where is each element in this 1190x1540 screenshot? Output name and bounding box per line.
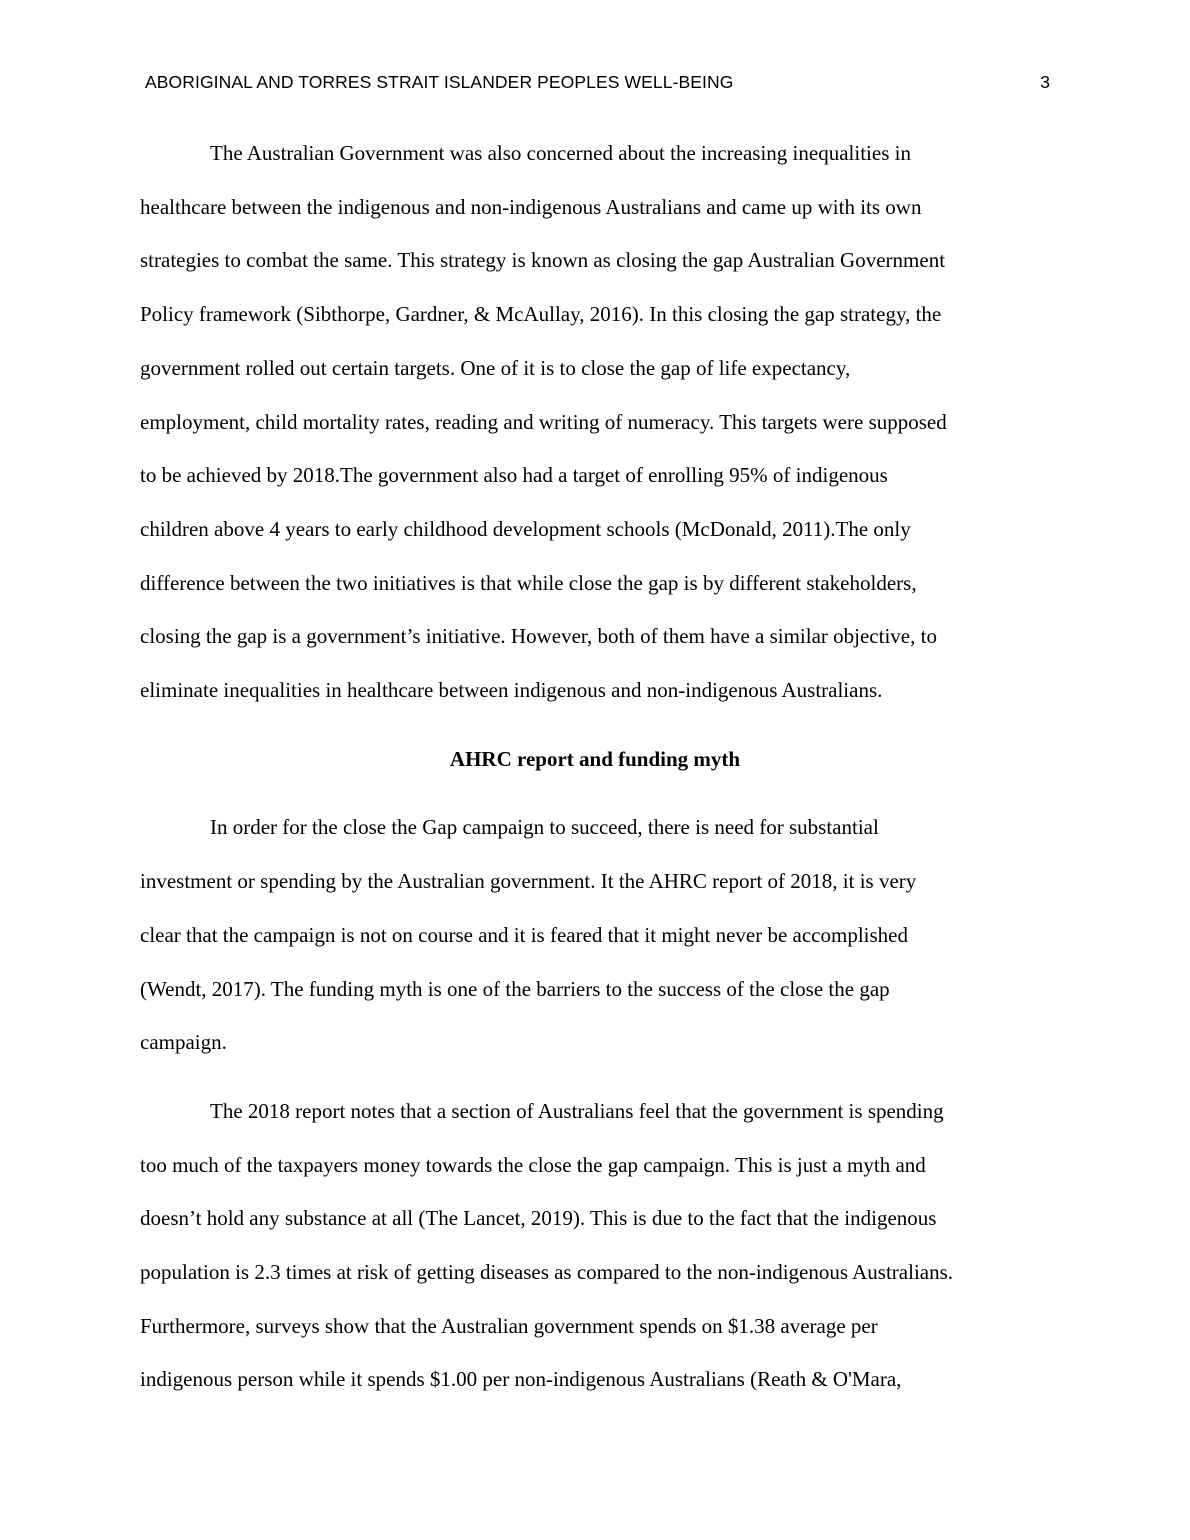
paragraph-line: employment, child mortality rates, reading and writing of numeracy. This targets were supposed — [140, 409, 947, 434]
paragraph-line: difference between the two initiatives is that while close the gap is by different stakeholders, — [140, 570, 917, 595]
paragraph-line: too much of the taxpayers money towards the close the gap campaign. This is just a myth and — [140, 1152, 926, 1177]
paragraph-line: population is 2.3 times at risk of getting diseases as compared to the non-indigenous Australians. — [140, 1260, 954, 1285]
paragraph-ahrc-report — [140, 801, 1050, 1070]
paragraph-funding-myth — [140, 1085, 1050, 1407]
paragraph-line: clear that the campaign is not on course and it is feared that it might never be accomplished — [140, 922, 908, 947]
section-heading: AHRC report and funding myth — [449, 746, 741, 771]
paragraph-line: campaign. — [140, 1030, 227, 1055]
paragraph-line: Furthermore, surveys show that the Australian government spends on $1.38 average per — [140, 1313, 878, 1338]
running-head: ABORIGINAL AND TORRES STRAIT ISLANDER PEOPLES WELL-BEING — [145, 72, 734, 92]
paragraph-line: Policy framework (Sibthorpe, Gardner, & McAullay, 2016). In this closing the gap strategy, the — [140, 302, 942, 327]
paragraph-line: In order for the close the Gap campaign to succeed, there is need for substantial — [210, 815, 879, 840]
paragraph-line: eliminate inequalities in healthcare between indigenous and non-indigenous Australians. — [140, 678, 883, 703]
paragraph-line: The Australian Government was also concerned about the increasing inequalities in — [210, 141, 911, 165]
paragraph-line: children above 4 years to early childhood development schools (McDonald, 2011).The only — [140, 516, 911, 541]
paragraph-line: (Wendt, 2017). The funding myth is one of the barriers to the success of the close the gap — [140, 976, 890, 1001]
page-number: 3 — [1040, 72, 1050, 92]
paragraph-line: investment or spending by the Australian government. It the AHRC report of 2018, it is very — [140, 869, 917, 894]
paragraph-spacer — [140, 1070, 1050, 1085]
paragraph-closing-the-gap — [140, 127, 1050, 718]
paragraph-line: strategies to combat the same. This strategy is known as closing the gap Australian Government — [140, 248, 946, 273]
paragraph-line: to be achieved by 2018.The government also had a target of enrolling 95% of indigenous — [140, 463, 888, 488]
paragraph-line: healthcare between the indigenous and non-indigenous Australians and came up with its own — [140, 194, 922, 219]
paragraph-line: indigenous person while it spends $1.00 per non-indigenous Australians (Reath & O'Mara, — [140, 1367, 902, 1392]
paragraph-line: government rolled out certain targets. One of it is to close the gap of life expectancy, — [140, 355, 851, 380]
paragraph-line: closing the gap is a government’s initiative. However, both of them have a similar objective, to — [140, 624, 937, 649]
paragraph-line: doesn’t hold any substance at all (The Lancet, 2019). This is due to the fact that the indigenous — [140, 1206, 937, 1231]
paragraph-line: The 2018 report notes that a section of Australians feel that the government is spending — [210, 1098, 944, 1123]
document-body — [140, 127, 1050, 1407]
